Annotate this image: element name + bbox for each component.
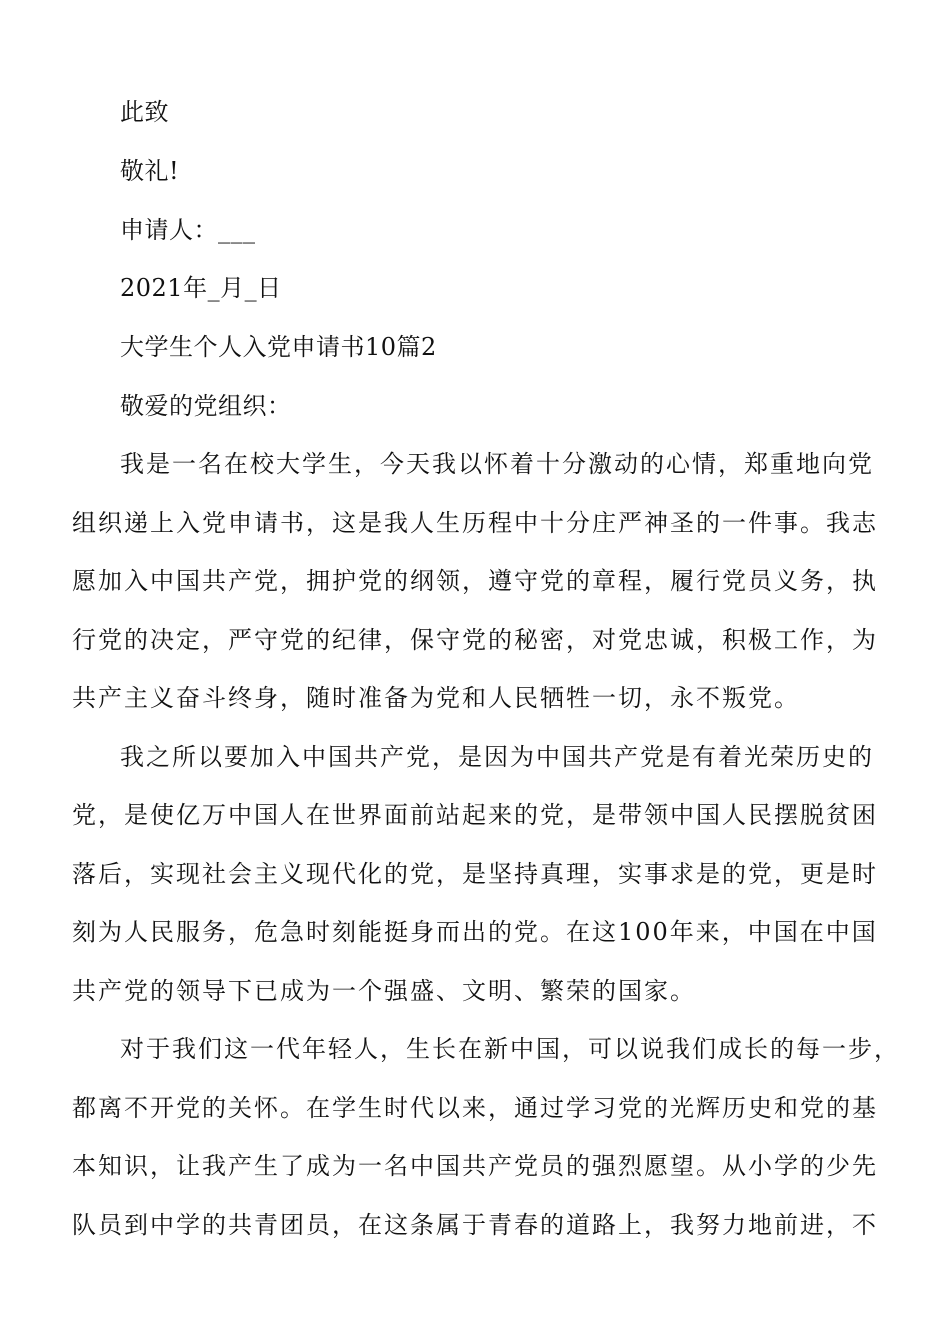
paragraph-line: 我是一名在校大学生，今天我以怀着十分激动的心情，郑重地向党 [120,450,874,478]
paragraph-line: 都离不开党的关怀。在学生时代以来，通过学习党的光辉历史和党的基 [72,1094,878,1122]
paragraph-line: 行党的决定，严守党的纪律，保守党的秘密，对党忠诚，积极工作，为 [72,626,878,654]
paragraph-line: 愿加入中国共产党，拥护党的纲领，遵守党的章程，履行党员义务，执 [72,567,878,595]
paragraph-line: 刻为人民服务，危急时刻能挺身而出的党。在这100年来，中国在中国 [72,918,878,946]
paragraph-line: 组织递上入党申请书，这是我人生历程中十分庄严神圣的一件事。我志 [72,509,878,537]
salutation: 敬爱的党组织： [120,392,292,420]
paragraph-line: 党，是使亿万中国人在世界面前站起来的党，是带领中国人民摆脱贫困 [72,801,878,829]
closing-line-2: 敬礼! [120,157,180,185]
paragraph-line: 队员到中学的共青团员，在这条属于青春的道路上，我努力地前进，不 [72,1211,878,1239]
paragraph-line: 对于我们这一代年轻人，生长在新中国，可以说我们成长的每一步， [120,1035,900,1063]
paragraph-line: 落后，实现社会主义现代化的党，是坚持真理，实事求是的党，更是时 [72,860,878,888]
section-title: 大学生个人入党申请书10篇2 [120,333,437,361]
paragraph-line: 共产主义奋斗终身，随时准备为党和人民牺牲一切，永不叛党。 [72,684,800,712]
paragraph-line: 共产党的领导下已成为一个强盛、文明、繁荣的国家。 [72,977,696,1005]
paragraph-line: 本知识，让我产生了成为一名中国共产党员的强烈愿望。从小学的少先 [72,1152,878,1180]
date-line: 2021年_月_日 [120,274,282,302]
applicant-line: 申请人：___ [120,216,256,244]
paragraph-line: 我之所以要加入中国共产党，是因为中国共产党是有着光荣历史的 [120,743,874,771]
closing-line-1: 此致 [120,98,169,126]
